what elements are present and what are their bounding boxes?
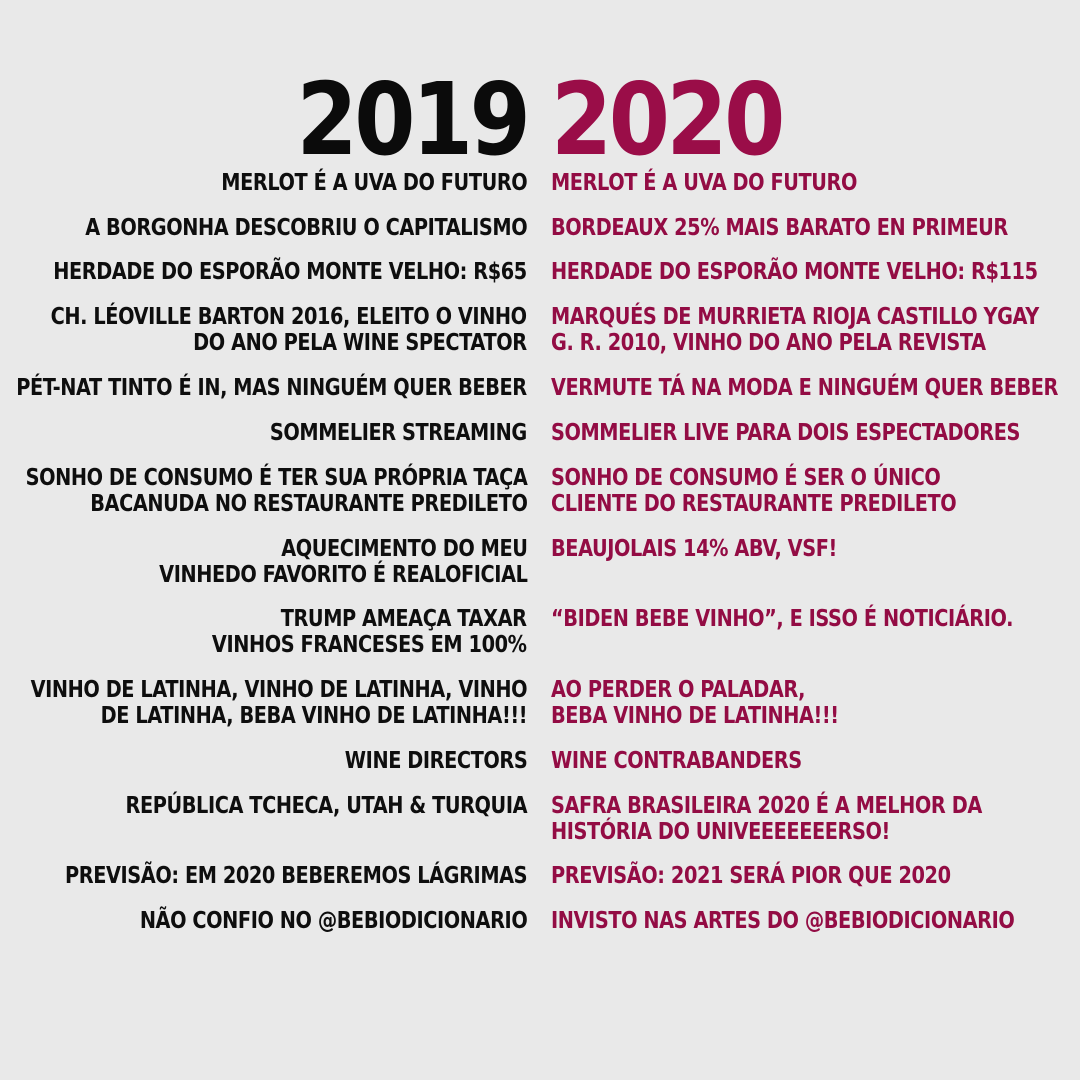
line-2019: MERLOT É A UVA DO FUTURO	[220, 170, 527, 196]
cell-2019	[159, 536, 527, 588]
line-2020: SOMMELIER LIVE PARA DOIS ESPECTADORES	[551, 420, 1021, 446]
line-2019: VINHO DE LATINHA, VINHO DE LATINHA, VINHO	[30, 677, 527, 703]
line-2020: BORDEAUX 25% MAIS BARATO EN PRIMEUR	[551, 215, 1008, 241]
line-2019: PREVISÃO: EM 2020 BEBEREMOS LÁGRIMAS	[64, 863, 527, 889]
line-2020: G. R. 2010, VINHO DO ANO PELA REVISTA	[551, 330, 986, 356]
cell-2019	[85, 215, 527, 241]
line-2020: WINE CONTRABANDERS	[551, 748, 802, 774]
cell-2019	[139, 908, 527, 934]
line-2019: DE LATINHA, BEBA VINHO DE LATINHA!!!	[100, 703, 528, 729]
year-2019-heading: 2019	[296, 61, 527, 178]
line-2019: CH. LÉOVILLE BARTON 2016, ELEITO O VINHO	[50, 304, 527, 330]
cell-2019	[17, 375, 527, 401]
cell-2019	[51, 304, 527, 356]
cell-2020	[551, 465, 956, 517]
line-2020: HISTÓRIA DO UNIVEEEEEEERSO!	[551, 819, 890, 845]
line-2019: SOMMELIER STREAMING	[270, 420, 527, 446]
line-2020: VERMUTE TÁ NA MODA E NINGUÉM QUER BEBER	[551, 375, 1059, 401]
line-2019: VINHEDO FAVORITO É REALOFICIAL	[158, 562, 527, 588]
cell-2020	[551, 908, 1014, 934]
cell-2020	[551, 793, 982, 845]
line-2019: PÉT-NAT TINTO É IN, MAS NINGUÉM QUER BEBER	[16, 375, 527, 401]
line-2020: HERDADE DO ESPORÃO MONTE VELHO: R$115	[551, 259, 1038, 285]
year-2020-heading: 2020	[551, 61, 782, 178]
line-2020: SONHO DE CONSUMO É SER O ÚNICO	[551, 465, 941, 491]
line-2020: “BIDEN BEBE VINHO”, E ISSO É NOTICIÁRIO.	[551, 606, 1014, 632]
cell-2020	[551, 304, 1039, 356]
cell-2020	[551, 420, 1020, 446]
cell-2019	[30, 677, 527, 729]
line-2019: NÃO CONFIO NO @BEBIODICIONARIO	[139, 908, 527, 934]
line-2019: HERDADE DO ESPORÃO MONTE VELHO: R$65	[53, 259, 527, 285]
line-2020: SAFRA BRASILEIRA 2020 É A MELHOR DA	[551, 793, 982, 819]
line-2020: PREVISÃO: 2021 SERÁ PIOR QUE 2020	[551, 863, 951, 889]
cell-2020	[551, 677, 839, 729]
line-2020: CLIENTE DO RESTAURANTE PREDILETO	[551, 491, 957, 517]
line-2019: AQUECIMENTO DO MEU	[280, 536, 527, 562]
line-2019: SONHO DE CONSUMO É TER SUA PRÓPRIA TAÇA	[25, 465, 527, 491]
line-2019: A BORGONHA DESCOBRIU O CAPITALISMO	[84, 215, 527, 241]
line-2019: TRUMP AMEAÇA TAXAR	[281, 606, 527, 632]
cell-2019	[212, 606, 527, 658]
cell-2020	[551, 863, 951, 889]
cell-2019	[344, 748, 527, 774]
cell-2019	[25, 465, 527, 517]
cell-2019	[65, 863, 527, 889]
cell-2020	[551, 375, 1058, 401]
line-2020: BEAUJOLAIS 14% ABV, VSF!	[551, 536, 837, 562]
line-2020: MERLOT É A UVA DO FUTURO	[551, 170, 858, 196]
line-2020: MARQUÉS DE MURRIETA RIOJA CASTILLO YGAY	[551, 304, 1039, 330]
cell-2019	[270, 420, 527, 446]
cell-2020	[551, 606, 1013, 632]
cell-2020	[551, 170, 857, 196]
line-2020: BEBA VINHO DE LATINHA!!!	[551, 703, 839, 729]
cell-2020	[551, 259, 1038, 285]
cell-2019	[125, 793, 527, 819]
line-2019: DO ANO PELA WINE SPECTATOR	[193, 330, 527, 356]
line-2019: WINE DIRECTORS	[344, 748, 527, 774]
cell-2019	[221, 170, 527, 196]
line-2019: BACANUDA NO RESTAURANTE PREDILETO	[89, 491, 527, 517]
line-2019: VINHOS FRANCESES EM 100%	[212, 632, 527, 658]
line-2019: REPÚBLICA TCHECA, UTAH & TURQUIA	[125, 793, 527, 819]
cell-2020	[551, 748, 802, 774]
cell-2020	[551, 215, 1008, 241]
cell-2020	[551, 536, 837, 562]
line-2020: INVISTO NAS ARTES DO @BEBIODICIONARIO	[551, 908, 1015, 934]
cell-2019	[53, 259, 527, 285]
line-2020: AO PERDER O PALADAR,	[551, 677, 806, 703]
